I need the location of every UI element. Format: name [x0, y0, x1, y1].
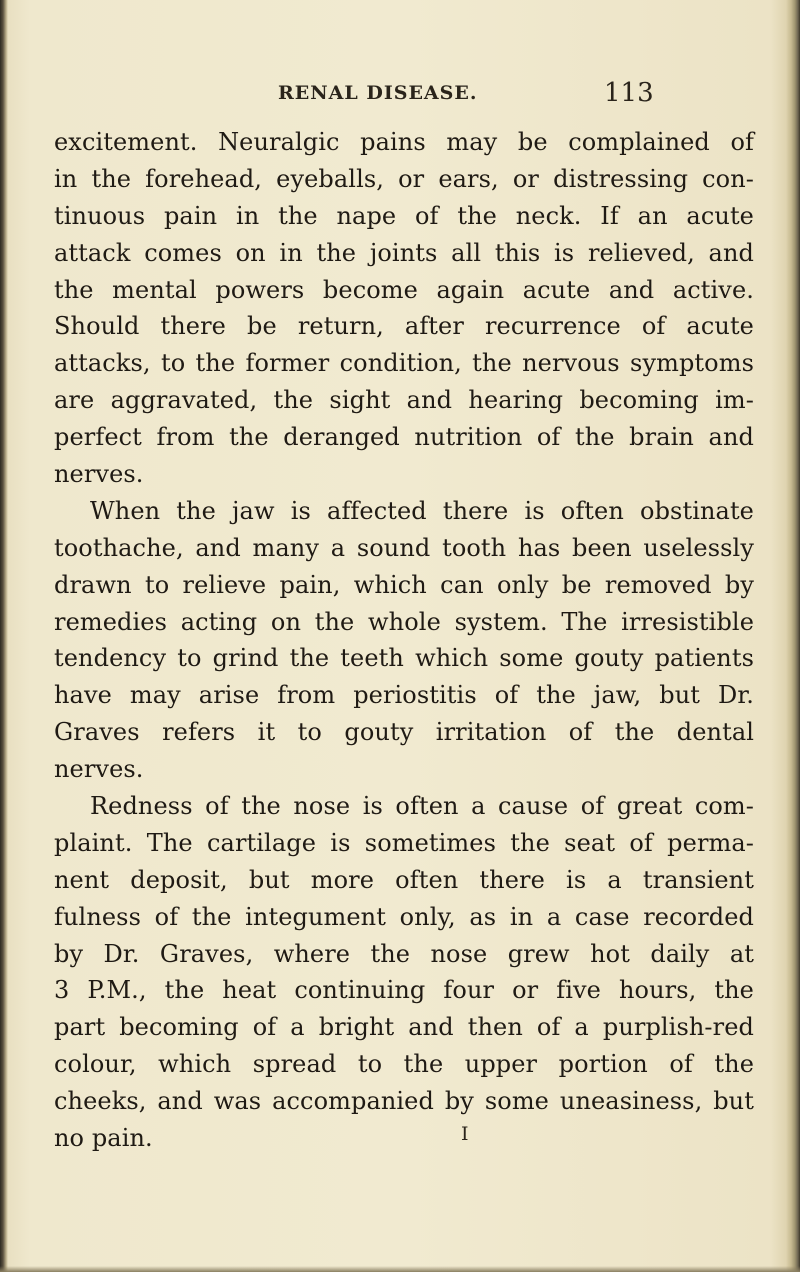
text-line: are aggravated, the sight and hearing becoming im- [54, 386, 754, 415]
text-line: in the forehead, eyeballs, or ears, or distressing con- [54, 164, 754, 193]
text-line: remedies acting on the whole system. The irresistible [54, 607, 754, 636]
text-line: cheeks, and was accompanied by some uneasiness, but [54, 1087, 754, 1116]
page-bottom-edge [0, 1266, 800, 1272]
text-line: attacks, to the former condition, the nervous symptoms [54, 349, 754, 378]
text-line: Should there be return, after recurrence of acute [54, 312, 754, 341]
text-line: nent deposit, but more often there is a transient [54, 865, 754, 894]
text-line: toothache, and many a sound tooth has been uselessly [54, 533, 754, 562]
page-header [0, 78, 800, 112]
text-line: Redness of the nose is often a cause of great com- [90, 792, 754, 821]
text-line: tendency to grind the teeth which some gouty patients [54, 644, 754, 673]
page-number: 113 [604, 78, 654, 108]
page-left-edge [0, 0, 8, 1272]
text-line: fulness of the integument only, as in a case recorded [54, 902, 754, 931]
text-line: part becoming of a bright and then of a purplish-red [54, 1013, 754, 1042]
page-right-edge [786, 0, 800, 1272]
text-line: nerves. [54, 460, 144, 489]
text-line: the mental powers become again acute and active. [54, 275, 754, 304]
text-line: perfect from the deranged nutrition of the brain and [54, 423, 754, 452]
running-head: RENAL DISEASE. [278, 82, 478, 104]
text-line: 3 P.M., the heat continuing four or five hours, the [54, 976, 754, 1005]
text-line: tinuous pain in the nape of the neck. If an acute [54, 201, 754, 230]
text-line: have may arise from periostitis of the jaw, but Dr. [54, 681, 754, 710]
body-text [54, 124, 754, 1157]
text-line: by Dr. Graves, where the nose grew hot daily at [54, 939, 754, 968]
text-line: Graves refers it to gouty irritation of the dental [54, 718, 754, 747]
signature-mark: I [461, 1123, 469, 1145]
text-line: no pain. [54, 1124, 153, 1153]
text-line: colour, which spread to the upper portion of the [54, 1050, 754, 1079]
text-line: attack comes on in the joints all this is relieved, and [54, 238, 754, 267]
text-line: nerves. [54, 755, 144, 784]
text-line: drawn to relieve pain, which can only be removed by [54, 570, 754, 599]
text-line: When the jaw is affected there is often obstinate [90, 496, 754, 525]
text-line: excitement. Neuralgic pains may be complained of [54, 128, 754, 156]
text-line: plaint. The cartilage is sometimes the seat of perma- [54, 828, 754, 857]
